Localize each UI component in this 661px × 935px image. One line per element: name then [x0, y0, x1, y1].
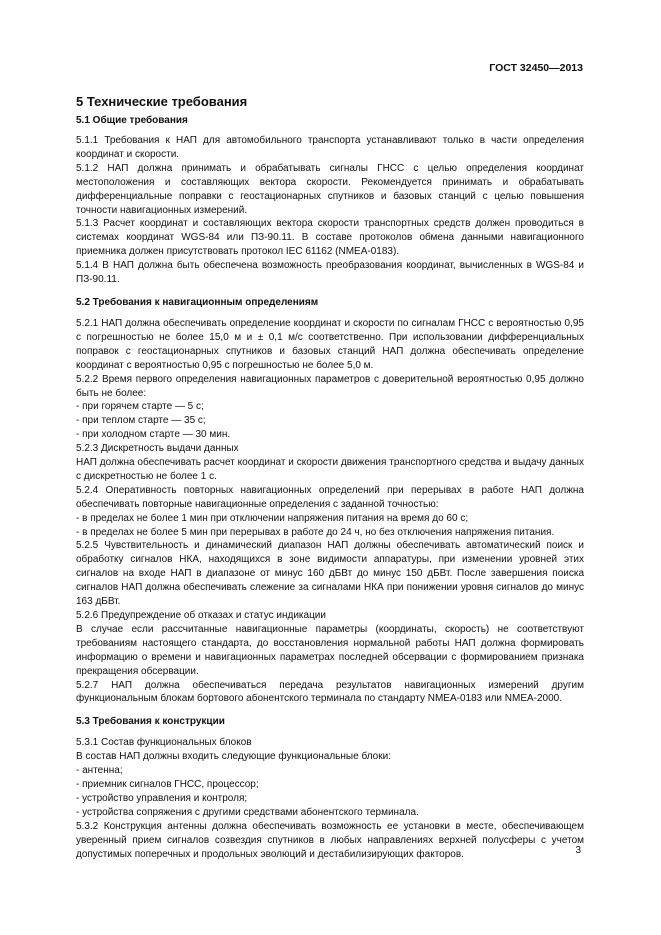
list-item: - в пределах не более 1 мин при отключении напряжения питания на время до 60 с;	[76, 512, 469, 524]
paragraph: 5.2.7 НАП должна обеспечиваться передача результатов навигационных измерений другим функциональным блокам бортового абонентского терминала по стандарту NMEA-0183 или NMEA-2000.	[76, 679, 584, 705]
paragraph: 5.2.6 Предупреждение об отказах и статус индикации	[76, 610, 326, 621]
list-item: - при горячем старте — 5 с;	[76, 401, 204, 413]
list-item: - приемник сигналов ГНСС, процессор;	[76, 779, 259, 791]
paragraph: 5.2.5 Чувствительность и динамический диапазон НАП должны обеспечивать автоматический поиск и обработку сигналов НКА, находящихся в зоне видимости аппаратуры, при изменении уровней этих сигналов на входе НАП в диапазоне от минус 160 дБВт до минус 150 дБВт. После завершения поиска сигналов НАП должна обеспечивать слежение за сигналами НКА при понижении уровня сигналов до минус 163 дБВт.	[76, 540, 584, 608]
paragraph: 5.2.4 Оперативность повторных навигационных определений при перерывах в работе НАП должна обеспечивать повторные навигационные определения с заданной точностью:	[76, 484, 584, 510]
section-title: 5 Технические требования	[76, 94, 248, 109]
page-number: 3	[575, 845, 581, 856]
paragraph: 5.2.1 НАП должна обеспечивать определение координат и скорости по сигналам ГНСС с вероятностью 0,95 с погрешностью не более 15,0 м и ± 0,1 м/с соответственно. При использовании дифференциальных поправок с геостационарных спутников и базовых станций НАП должна обеспечивать определение координат с вероятностью 0,95 с погрешностью не более 5,0 м.	[76, 317, 584, 371]
paragraph: 5.3.2 Конструкция антенны должна обеспечивать возможность ее установки в месте, обеспечивающем уверенный прием сигналов созвездия спутников в любых направлениях верхней полусферы с учетом допустимых поперечных и продольных эволюций и дестабилизирующих факторов.	[76, 820, 584, 860]
paragraph: 5.3.1 Состав функциональных блоков	[76, 737, 252, 749]
list-item: - при холодном старте — 30 мин.	[76, 429, 231, 441]
paragraph: НАП должна обеспечивать расчет координат и скорости движения транспортного средства и выдачу данных с дискретностью не более 1 с.	[76, 457, 584, 482]
subsection-title-5-1: 5.1 Общие требования	[76, 115, 188, 126]
document-content	[76, 93, 584, 862]
list-item: - устройства сопряжения с другими средствами абонентского терминала.	[76, 806, 419, 818]
list-item: - антенна;	[76, 765, 123, 777]
paragraph: 5.1.1 Требования к НАП для автомобильного транспорта устанавливают только в части определения координат и скорости.	[76, 135, 584, 160]
paragraph: 5.1.4 В НАП должна быть обеспечена возможность преобразования координат, вычисленных в WGS-84 и ПЗ-90.11.	[76, 260, 584, 286]
paragraph: В случае если рассчитанные навигационные параметры (координаты, скорость) не соответствуют требованиям настоящего стандарта, до восстановления нормальной работы НАП должна формировать информацию о времени и навигационных параметрах последней обсервации с формированием признака прекращения обсервации.	[76, 623, 584, 677]
paragraph: В состав НАП должны входить следующие функциональные блоки:	[76, 751, 391, 763]
subsection-title-5-2: 5.2 Требования к навигационным определениям	[76, 296, 319, 308]
subsection-title-5-3: 5.3 Требования к конструкции	[76, 716, 225, 728]
paragraph: 5.1.3 Расчет координат и составляющих вектора скорости транспортных средств должен проводиться в системах координат WGS-84 или ПЗ-90.11. В составе протоколов обмена данными навигационного приемника должен присутствовать протокол IEC 61162 (NMEA-0183).	[76, 218, 584, 258]
document-code: ГОСТ 32450—2013	[489, 62, 583, 74]
list-item: - при теплом старте — 35 с;	[76, 415, 206, 427]
paragraph: 5.2.3 Дискретность выдачи данных	[76, 443, 239, 455]
list-item: - в пределах не более 5 мин при перерывах в работе до 24 ч, но без отключения напряжения питания.	[76, 526, 555, 538]
paragraph: 5.1.2 НАП должна принимать и обрабатывать сигналы ГНСС с целью определения координат местоположения и составляющих вектора скорости. Рекомендуется принимать и обрабатывать дифференциальные поправки с геостационарных спутников и базовых станций с целью повышения точности навигационных измерений.	[76, 162, 584, 216]
list-item: - устройство управления и контроля;	[76, 792, 248, 804]
paragraph: 5.2.2 Время первого определения навигационных параметров с доверительной вероятностью 0,95 должно быть не более:	[76, 373, 584, 399]
